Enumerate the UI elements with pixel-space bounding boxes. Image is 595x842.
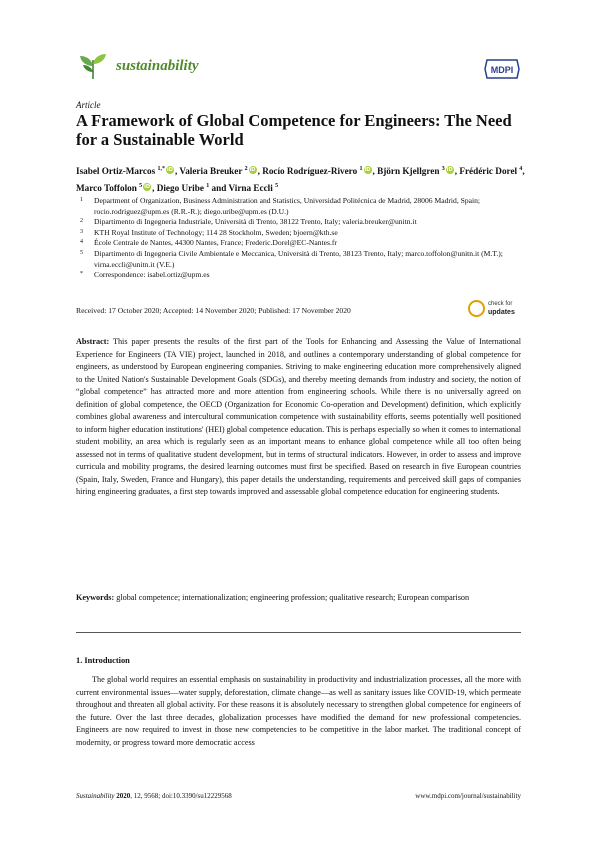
affiliation: 4 École Centrale de Nantes, 44300 Nantes, France; Frederic.Dorel@EC-Nantes.fr — [80, 238, 337, 248]
article-type: Article — [76, 100, 101, 110]
affiliation: 3 KTH Royal Institute of Technology; 114 28 Stockholm, Sweden; bjoern@kth.se — [80, 227, 338, 237]
journal-name: sustainability — [116, 58, 199, 74]
keywords-label: Keywords: — [76, 593, 115, 602]
author: Valeria Breuker $^2$ — [179, 166, 248, 177]
author: Virna Eccli $^5$ — [228, 183, 279, 194]
mdpi-logo-text: MDPI — [490, 65, 514, 75]
author: Frédéric Dorel $^4$ — [459, 166, 523, 177]
keywords-text: global competence; internationalization; engineering profession; qualitative research; European comparison — [116, 593, 470, 602]
paper-title: A Framework of Global Competence for Engineers: The Need for a Sustainable World — [76, 111, 512, 149]
correspondence: * Correspondence: isabel.ortiz@upm.es — [80, 270, 210, 280]
check-updates-line1: check for — [488, 301, 513, 307]
orcid-icon[interactable] — [249, 166, 257, 174]
author-list: Isabel Ortiz-Marcos $^{1,*}$iD , Valeria Breuker $^2$iD , Rocío Rodríguez-Rivero $^1$iD , Björn Kjellgren $^3$iD , Frédéric Dorel $^4$, Marco Toffolon $^5$iD , Diego Uribe $^1$ and Virna Eccli $^5$ — [76, 162, 526, 196]
journal-header — [76, 48, 521, 84]
author: Isabel Ortiz-Marcos $^{1,*}$ — [76, 166, 165, 177]
orcid-icon[interactable] — [166, 166, 174, 174]
orcid-icon[interactable] — [143, 183, 151, 191]
orcid-icon[interactable] — [364, 166, 372, 174]
section-heading: 1. Introduction — [76, 656, 130, 665]
section-body-text: The global world requires an essential emphasis on sustainability in productivity and industrialization processes, all the more with current environmental issues—water supply, deforestation, climate change—as well as sanitary issues like COVID-19, which permeate throughout and threaten all global activity. For these reasons it is absolutely necessary to strengthen global competence for engineers of the future. Over the last three decades, globalization processes have modified the demand for new professional competencies. Engineers are now required to invest in those new competencies to be competitive in the labor market. The traditional concept of modernity, or progress toward more democratic access — [76, 675, 521, 747]
keywords — [76, 592, 521, 605]
author: Björn Kjellgren $^3$ — [377, 166, 445, 177]
affiliation: 5 Dipartimento di Ingegneria Civile Ambientale e Meccanica, Università di Trento, 38123 Trento, Italy; marco.toffolon@unitn.it (M.T.); virna.eccli@unitn.it (V.E.) — [80, 248, 503, 269]
abstract-text: This paper presents the results of the first part of the Tools for Enhancing and Assessing the Value of International Experience for Engineers (TA VIE) project, launched in 2018, and outlines a contemporary understanding of global competence for engineers, as understood by European engineering companies. Striving to make engineering education more comprehensively aligned to the United Nation's Sustainable Development Goals (SDGs), and thereby meeting demands from industry and society, the notion of “global competence” has attracted more and more attention from engineering schools. While there is no universally agreed on definition of global competence, the OECD (Organization for Economic Co-operation and Development) definition, which explicitly combines global awareness and intercultural communication competence with sustainability efforts, seems potentially well positioned to inform higher education institutions' (HEI) global competence education. This is perhaps especially so when it comes to international student mobility, an area which is regularly seen as an important means to enhance global competence while all too often being assessed not in terms of qualitative student development, but in terms of structural indicators. However, in order to assess and improve curricula and mobility programs, the desired learning outcomes must first be specified. Based on research in five European countries (Spain, Italy, Sweden, France and Hungary), this paper details the understanding, requirements and perceived skill gaps of companies hiring engineering graduates, a first step towards improved and assessable global competence education for engineering students. — [76, 337, 522, 496]
check-updates-icon — [468, 300, 485, 317]
check-updates-line2: updates — [488, 309, 515, 316]
publication-dates: Received: 17 October 2020; Accepted: 14 November 2020; Published: 17 November 2020 — [76, 306, 351, 315]
abstract-label: Abstract: — [76, 337, 110, 346]
footer-journal-url[interactable]: www.mdpi.com/journal/sustainability — [415, 792, 521, 800]
footer-citation: Sustainability 2020, 12, 9568; doi:10.3390/su12229568 — [76, 792, 232, 800]
author: Marco Toffolon $^5$ — [76, 183, 143, 194]
affiliations — [76, 196, 526, 281]
affiliation: 1 Department of Organization, Business Administration and Statistics, Universidad Politécnica de Madrid, 28006 Madrid, Spain; rocio.rodriguez@upm.es (R.R.-R.); diego.uribe@upm.es (D.U.) — [80, 196, 481, 216]
mdpi-logo-icon — [483, 58, 521, 80]
sustainability-leaf-logo-icon — [78, 52, 108, 80]
author: Diego Uribe $^1$ — [156, 183, 210, 194]
orcid-icon[interactable] — [446, 166, 454, 174]
abstract — [76, 336, 521, 499]
author: Rocío Rodríguez-Rivero $^1$ — [262, 166, 363, 177]
check-for-updates-badge[interactable] — [468, 298, 522, 320]
divider — [76, 632, 521, 633]
affiliation: 2 Dipartimento di Ingegneria Industriale, Università di Trento, 38122 Trento, Italy; valeria.breuker@unitn.it — [80, 217, 417, 227]
